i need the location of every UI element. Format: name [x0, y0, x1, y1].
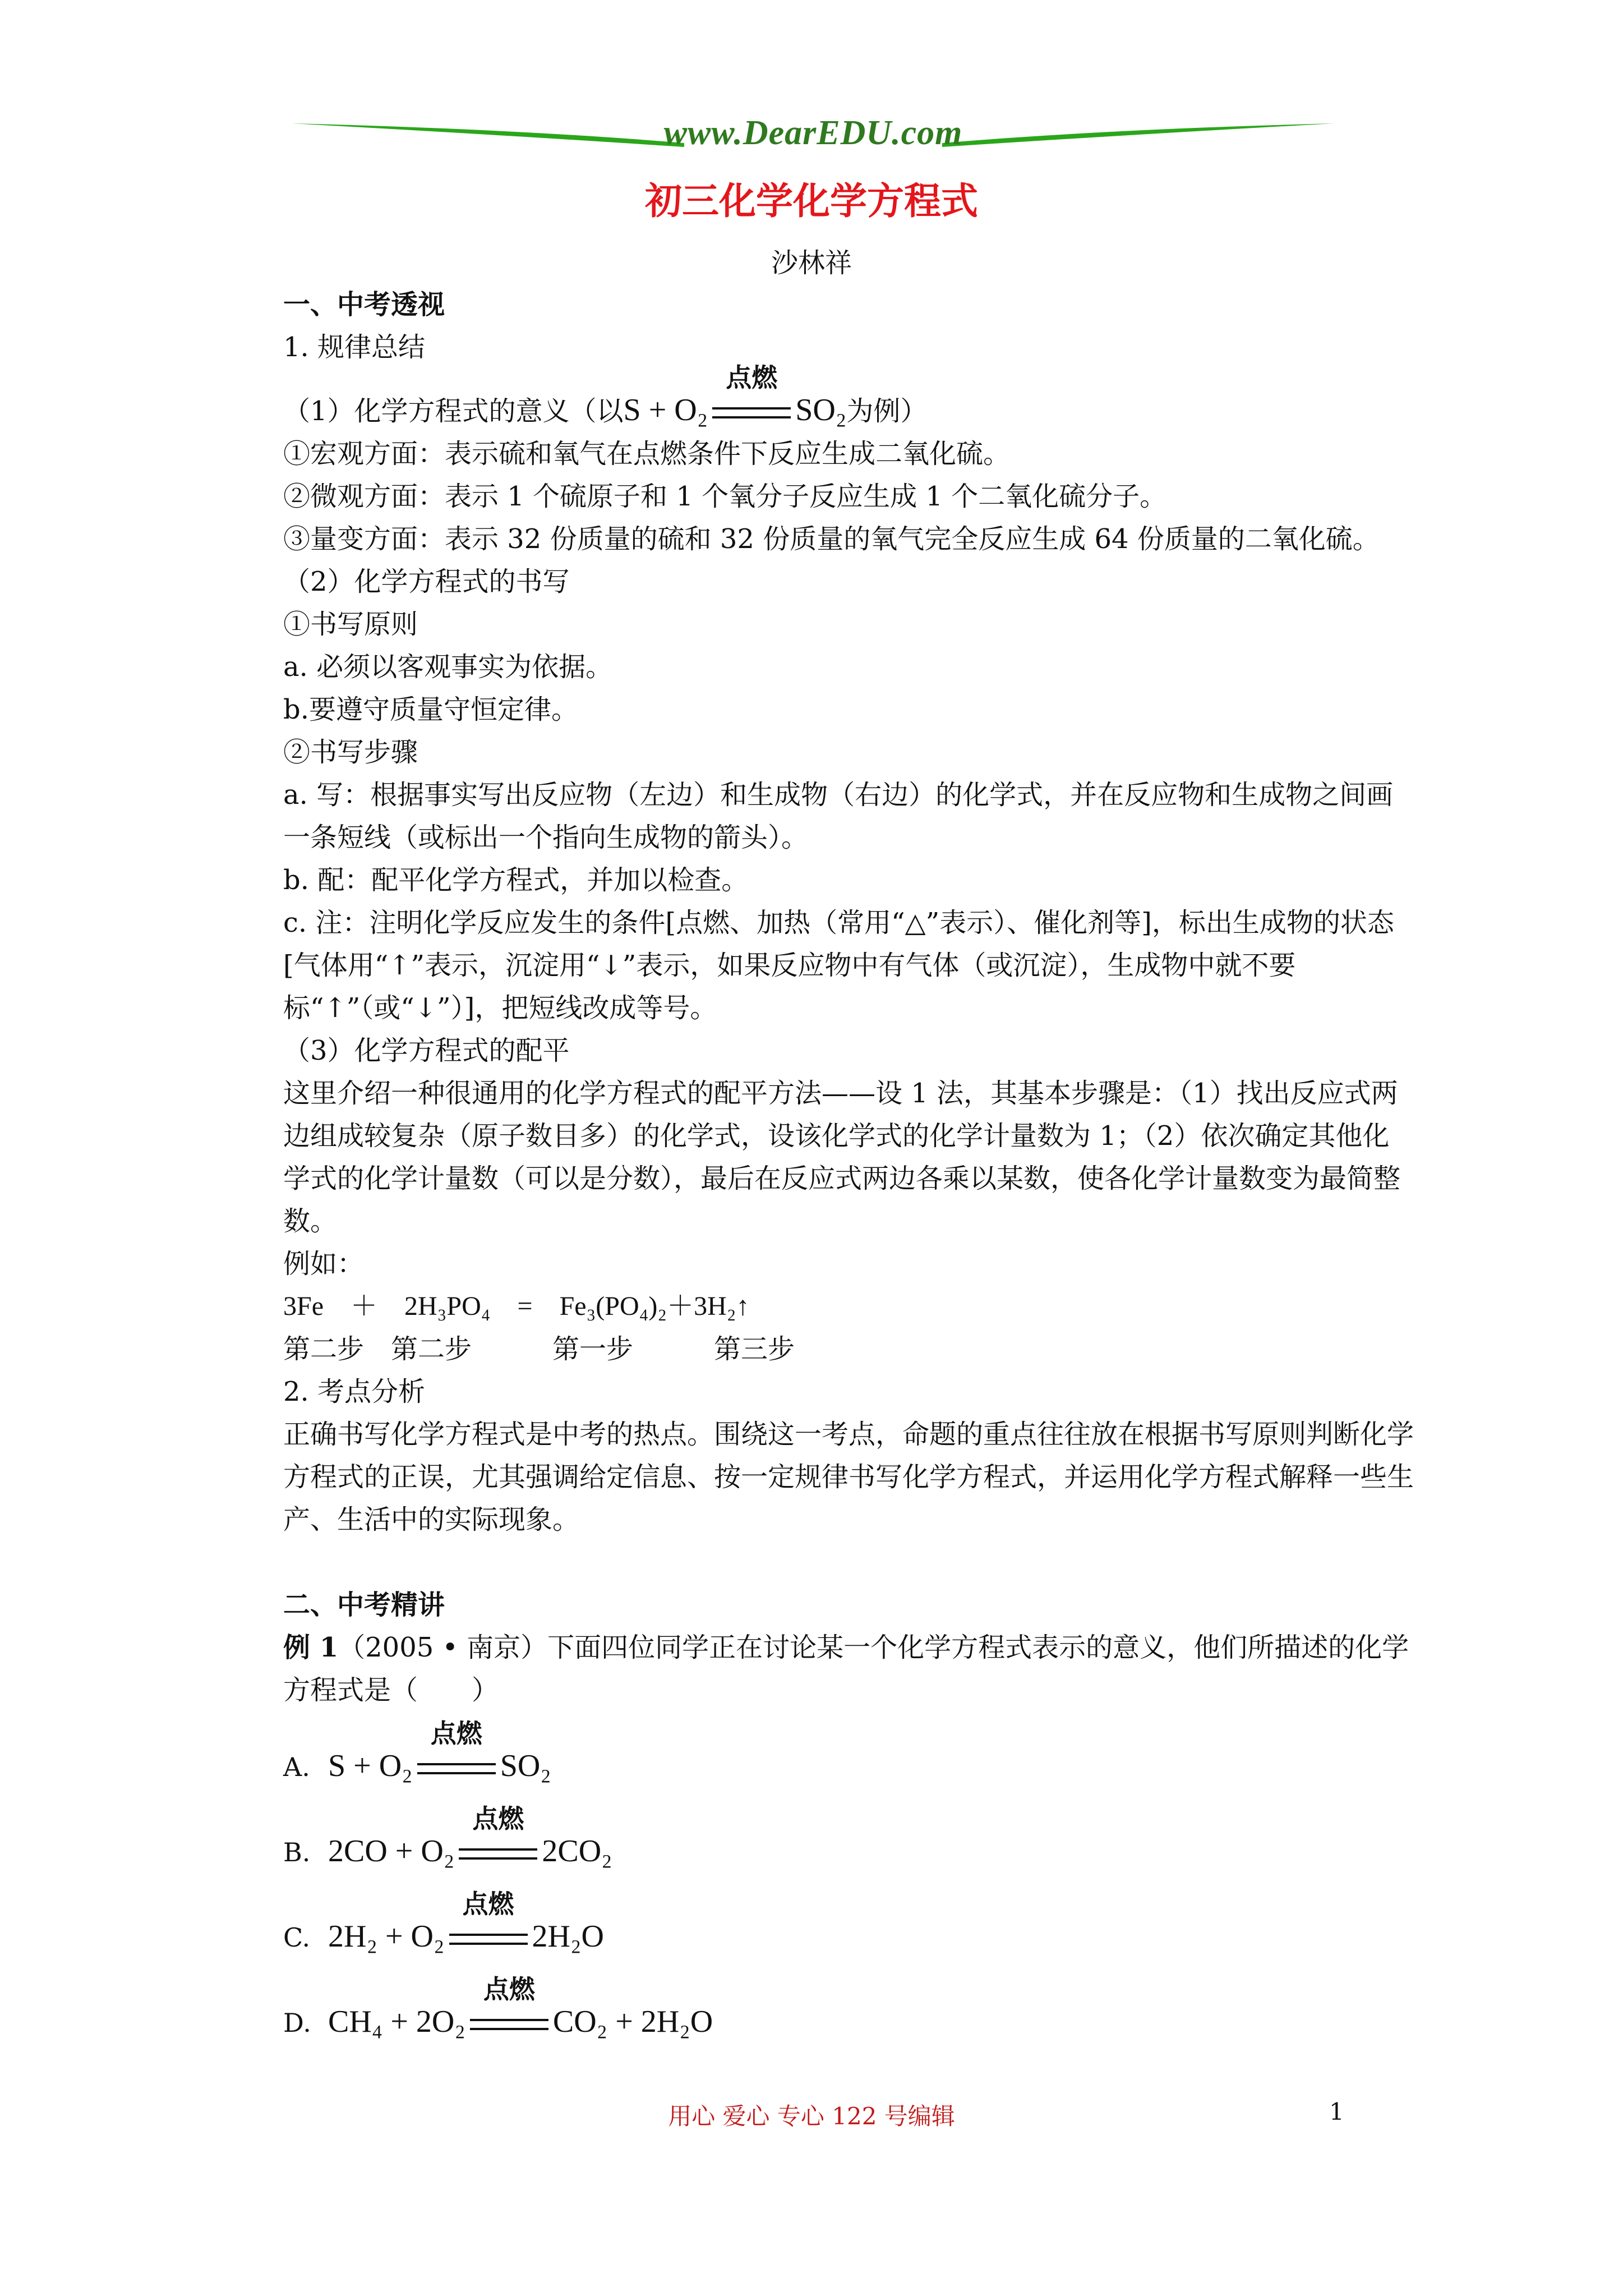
- option-letter: D.: [283, 2008, 311, 2038]
- balance-method: 这里介绍一种很通用的化学方程式的配平方法——设 1 法，其基本步骤是：（1）找出反应式两边组成较复杂（原子数目多）的化学式，设该化学式的化学计量数为 1；（2）依次确定其他化学式的化学计量数（可以是分数），最后在反应式两边各乘以某数，使各化学计量数变为最简整数。: [283, 1078, 1401, 1237]
- option-letter: C.: [283, 1922, 311, 1953]
- meaning-prefix: （1）化学方程式的意义（以: [283, 395, 624, 427]
- option-c: [283, 1889, 1416, 1967]
- balance-heading: （3）化学方程式的配平: [283, 1035, 570, 1066]
- principle-b: b.要遵守质量守恒定律。: [283, 694, 578, 725]
- ignition-condition: [708, 362, 795, 431]
- option-right: 2H₂O: [532, 1919, 604, 1954]
- option-left: S + O₂: [328, 1749, 413, 1783]
- condition-label: 点燃: [430, 1718, 482, 1749]
- option-right: CO₂ + 2H₂O: [552, 2004, 713, 2039]
- page-number: 1: [1329, 2098, 1344, 2125]
- step-a: a. 写：根据事实写出反应物（左边）和生成物（右边）的化学式，并在反应物和生成物之间画一条短线（或标出一个指向生成物的箭头）。: [283, 779, 1394, 853]
- option-letter: B.: [283, 1837, 311, 1867]
- principle-a: a. 必须以客观事实为依据。: [283, 651, 613, 683]
- page-footer: [0, 2098, 1623, 2132]
- banner-site-name: www.DearEDU.com: [663, 114, 963, 152]
- condition-label: 点燃: [472, 1803, 524, 1834]
- option-b: [283, 1803, 1416, 1882]
- micro-aspect: ②微观方面：表示 1 个硫原子和 1 个氧分子反应生成 1 个二氧化硫分子。: [283, 481, 1167, 512]
- footer-text: 用心 爱心 专心 122 号编辑: [668, 2102, 955, 2130]
- option-a: [283, 1718, 1416, 1797]
- option-right: 2CO₂: [542, 1834, 612, 1869]
- example-reaction: 3Fe ＋ 2H₃PO₄ = Fe₃(PO₄)₂＋3H₂↑: [283, 1291, 750, 1321]
- option-right: SO₂: [500, 1749, 551, 1783]
- equation-left: S + O₂: [623, 393, 708, 427]
- site-banner: [292, 101, 1335, 168]
- document-body: [283, 283, 1416, 2053]
- condition-label: 点燃: [483, 1974, 535, 2004]
- subheading-rules: 1. 规律总结: [283, 332, 426, 363]
- example-1-text: （2005 • 南京）下面四位同学正在讨论某一个化学方程式表示的意义，他们所描述的化学方程式是（ ）: [283, 1632, 1409, 1706]
- section-heading-2: 二、中考精讲: [283, 1589, 445, 1621]
- step-labels: 第二步 第二步 第一步 第三步: [283, 1333, 795, 1365]
- quantity-aspect: ③量变方面：表示 32 份质量的硫和 32 份质量的氧气完全反应生成 64 份质量的二氧化硫。: [283, 523, 1380, 555]
- author: 沙林祥: [771, 247, 852, 279]
- example-1-label: 例 1: [283, 1632, 339, 1663]
- option-left: 2CO + O₂: [328, 1834, 455, 1869]
- analysis-text: 正确书写化学方程式是中考的热点。围绕这一考点，命题的重点往往放在根据书写原则判断化学方程式的正误，尤其强调给定信息、按一定规律书写化学方程式，并运用化学方程式解释一些生产、生活中的实际现象。: [283, 1419, 1414, 1535]
- option-left: 2H₂ + O₂: [328, 1919, 445, 1954]
- subheading-analysis: 2. 考点分析: [283, 1376, 426, 1407]
- page-title: 初三化学化学方程式: [645, 179, 978, 223]
- option-letter: A.: [283, 1752, 310, 1782]
- condition-label: 点燃: [726, 362, 778, 393]
- condition-label: 点燃: [462, 1889, 514, 1919]
- option-left: CH₄ + 2O₂: [328, 2004, 465, 2039]
- meaning-line: [283, 362, 1416, 432]
- section-heading-1: 一、中考透视: [283, 289, 445, 320]
- equation-example: [623, 362, 847, 427]
- macro-aspect: ①宏观方面：表示硫和氧气在点燃条件下反应生成二氧化硫。: [283, 438, 1011, 470]
- writing-heading: （2）化学方程式的书写: [283, 566, 570, 597]
- principle-heading: ①书写原则: [283, 609, 418, 640]
- equation-right: SO₂: [795, 393, 847, 427]
- meaning-suffix: 为例）: [846, 395, 928, 427]
- example-label: 例如：: [283, 1248, 365, 1280]
- step-c: c. 注：注明化学反应发生的条件[点燃、加热（常用“△”表示）、催化剂等]，标出生成物的状态[气体用“↑”表示，沉淀用“↓”表示，如果反应物中有气体（或沉淀），生成物中就不要标“↑”（或“↓”）]，把短线改成等号。: [283, 907, 1394, 1024]
- steps-heading: ②书写步骤: [283, 737, 418, 768]
- example-1: [283, 1626, 1416, 1711]
- step-b: b. 配：配平化学方程式，并加以检查。: [283, 864, 749, 896]
- option-d: [283, 1974, 1416, 2053]
